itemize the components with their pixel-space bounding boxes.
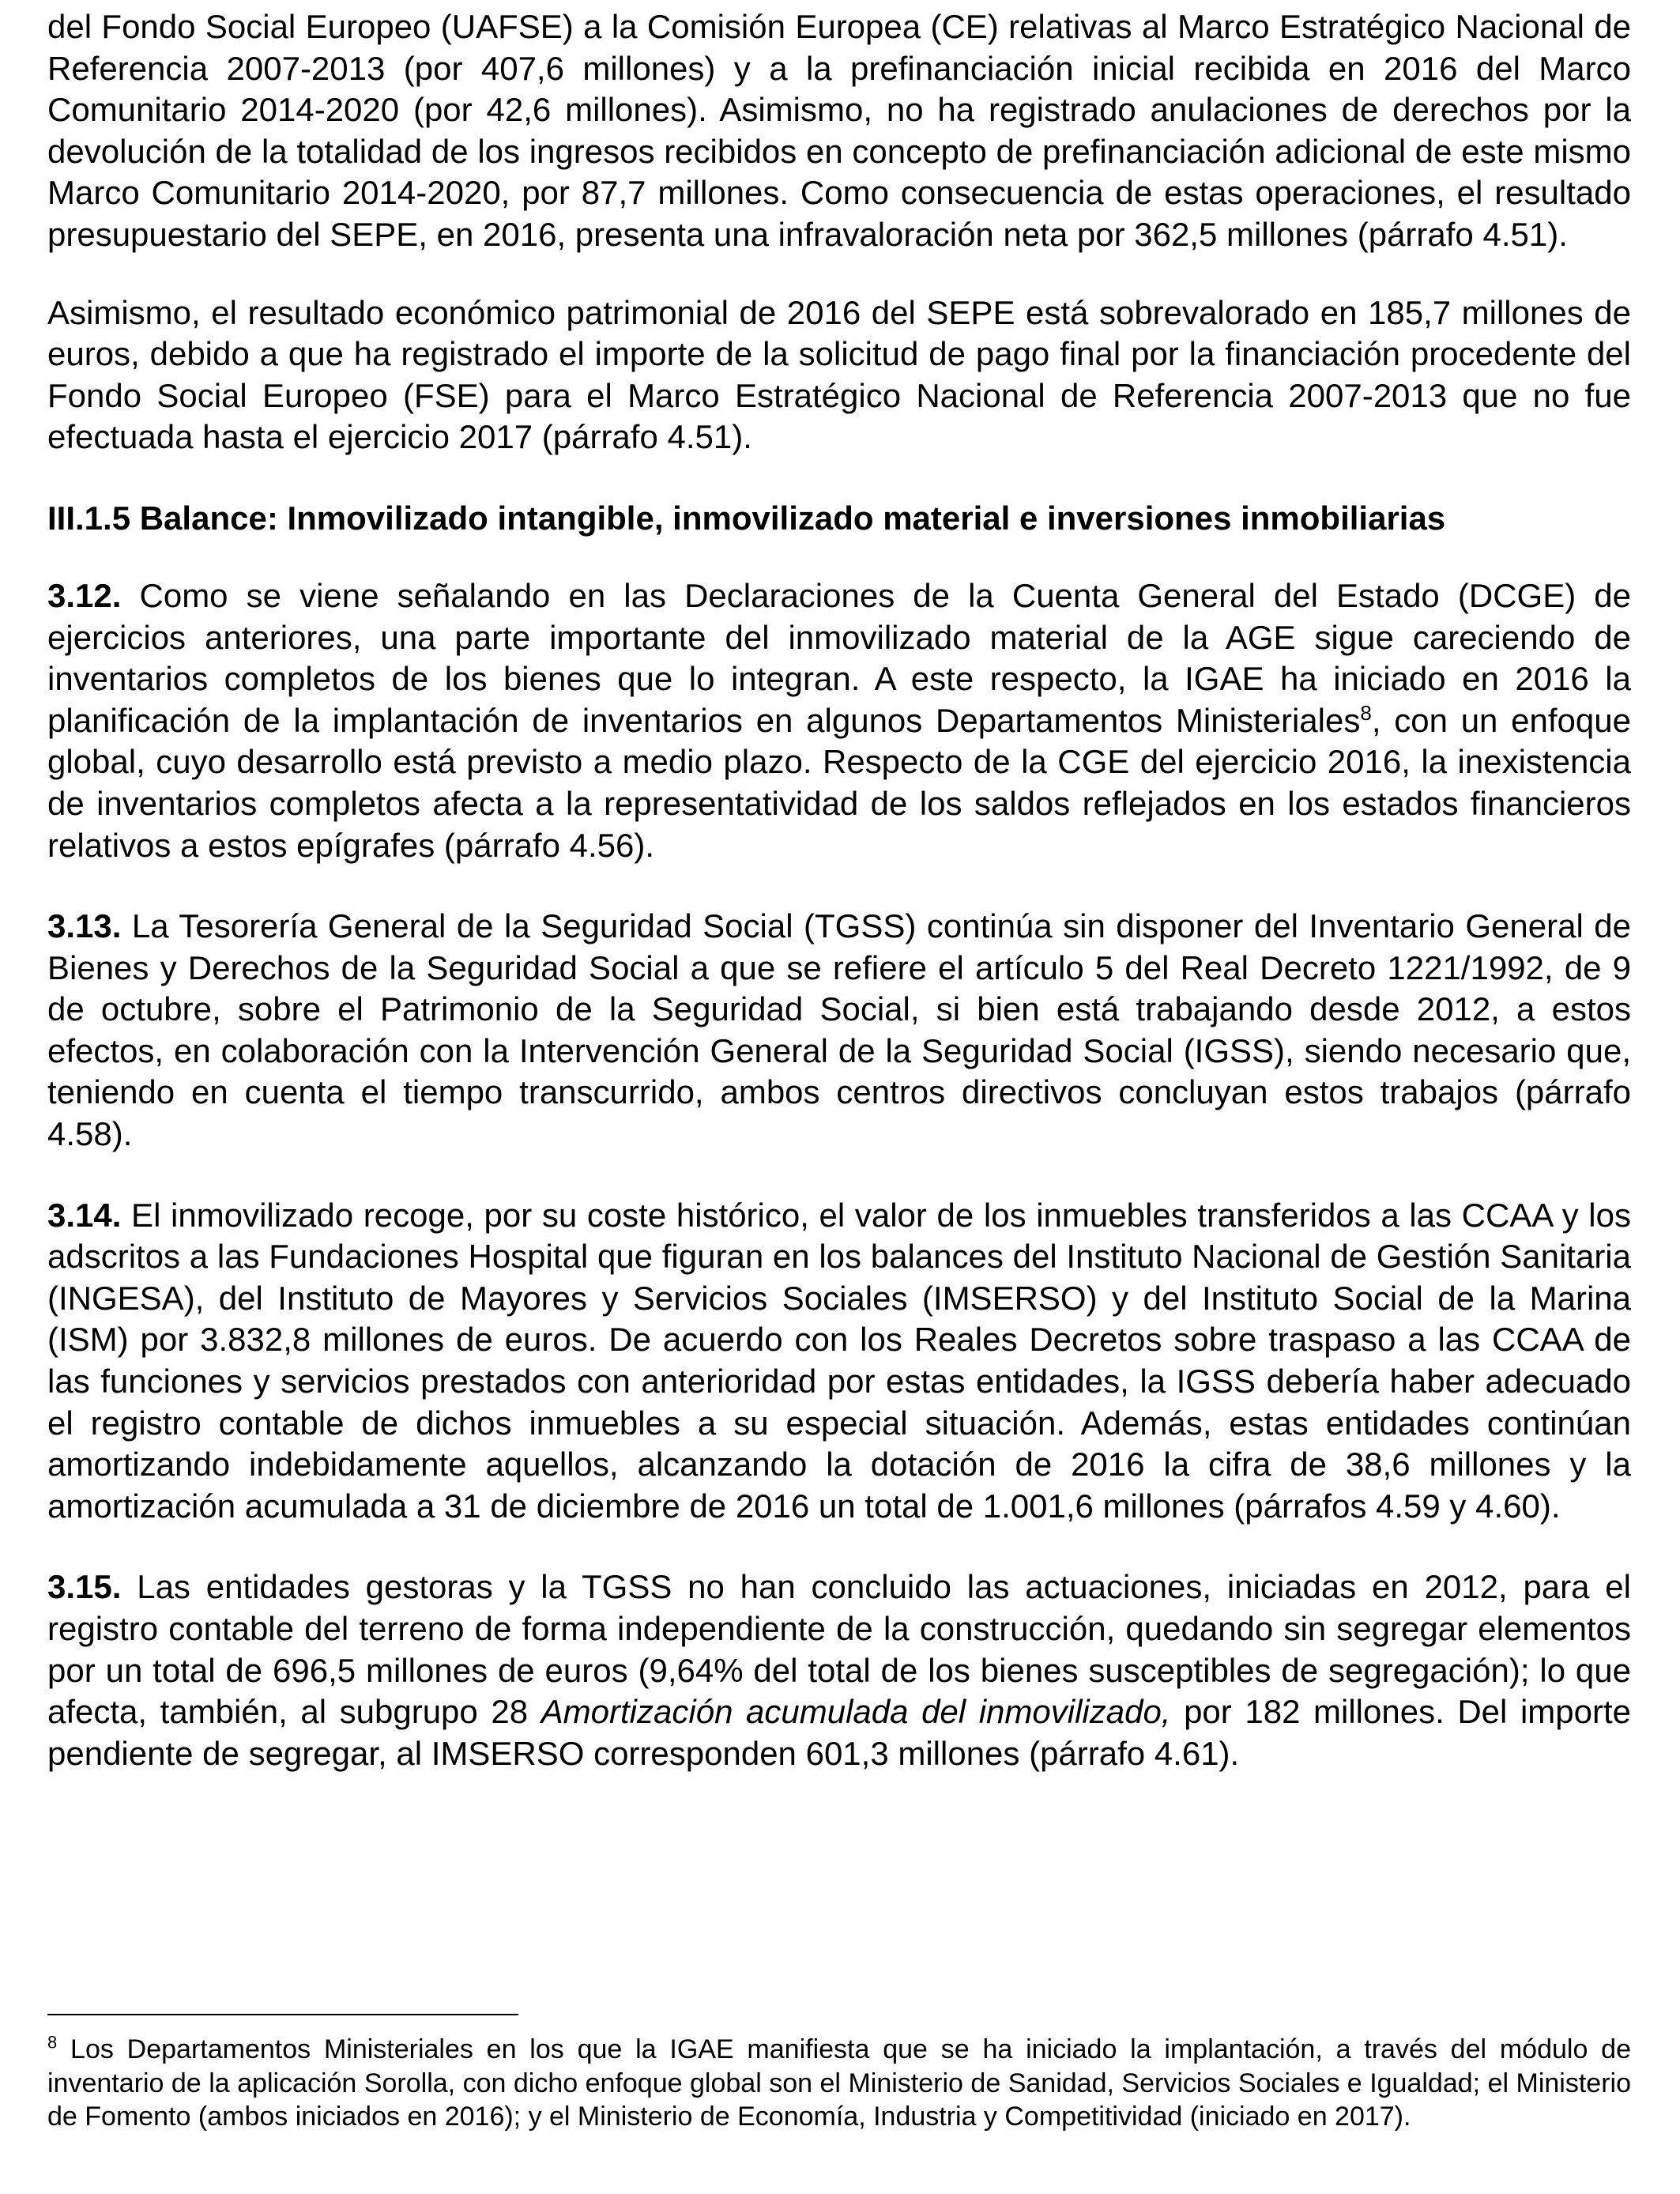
- paragraph-text: del Fondo Social Europeo (UAFSE) a la Comisión Europea (CE) relativas al Marco Estratégico Nacional de Referencia 2007-2013 (por 407,6 millones) y a la prefinanciación inicial recibida en 2016 del Marco Comunitario 2014-2020 (por 42,6 millones). Asimismo, no ha registrado anulaciones de derechos por la devolución de la totalidad de los ingresos recibidos en concepto de prefinanciación adicional de este mismo Marco Comunitario 2014-2020, por 87,7 millones. Como consecuencia de estas operaciones, el resultado presupuestario del SEPE, en 2016, presenta una infravaloración neta por 362,5 millones (párrafo 4.51).: [47, 8, 1631, 253]
- footnote-text: Los Departamentos Ministeriales en los que la IGAE manifiesta que se ha iniciado la implantación, a través del módulo de inventario de la aplicación Sorolla, con dicho enfoque global son el Ministerio de Sanidad, Servicios Sociales e Igualdad; el Ministerio de Fomento (ambos iniciados en 2016); y el Ministerio de Economía, Industria y Competitividad (iniciado en 2017).: [47, 2034, 1631, 2132]
- paragraph-text: Las entidades gestoras y la TGSS no han concluido las actuaciones, iniciadas en 2012, para el registro contable del terreno de forma independiente de la construcción, quedando sin segregar elementos por un total de 696,5 millones de euros (9,64% del total de los bienes susceptibles de segregación); lo que afecta, también, al subgrupo 28: [47, 1568, 1631, 1731]
- section-heading: [47, 498, 1631, 539]
- paragraph-text-continued: , con un enfoque global, cuyo desarrollo está previsto a medio plazo. Respecto de la CGE del ejercicio 2016, la inexistencia de inventarios completos afecta a la representatividad de los saldos reflejados en los estados financieros relativos a estos epígrafes (párrafo 4.56).: [47, 701, 1631, 864]
- italic-term: Amortización acumulada del inmovilizado,: [541, 1693, 1171, 1731]
- heading-text: III.1.5 Balance: Inmovilizado intangible, inmovilizado material e inversiones inmobiliarias: [47, 499, 1446, 537]
- paragraph-text-continued: por 182 millones. Del importe pendiente de segregar, al IMSERSO corresponden 601,3 millones (párrafo 4.61).: [47, 1693, 1632, 1772]
- paragraph-text: Asimismo, el resultado económico patrimonial de 2016 del SEPE está sobrevalorado en 185,7 millones de euros, debido a que ha registrado el importe de la solicitud de pago final por la financiación procedente del Fondo Social Europeo (FSE) para el Marco Estratégico Nacional de Referencia 2007-2013 que no fue efectuada hasta el ejercicio 2017 (párrafo 4.51).: [47, 293, 1631, 456]
- paragraph-text: El inmovilizado recoge, por su coste histórico, el valor de los inmuebles transferidos a las CCAA y los adscritos a las Fundaciones Hospital que figuran en los balances del Instituto Nacional de Gestión Sanitaria (INGESA), del Instituto de Mayores y Servicios Sociales (IMSERSO) y del Instituto Social de la Marina (ISM) por 3.832,8 millones de euros. De acuerdo con los Reales Decretos sobre traspaso a las CCAA de las funciones y servicios prestados con anterioridad por estas entidades, la IGSS debería haber adecuado el registro contable de dichos inmuebles a su especial situación. Además, estas entidades continúan amortizando indebidamente aquellos, alcanzando la dotación de 2016 la cifra de 38,6 millones y la amortización acumulada a 31 de diciembre de 2016 un total de 1.001,6 millones (párrafos 4.59 y 4.60).: [47, 1196, 1631, 1525]
- paragraph-number: 3.14.: [47, 1196, 122, 1234]
- paragraph-number: 3.13.: [47, 907, 122, 945]
- paragraph-number: 3.12.: [47, 576, 122, 614]
- paragraph-3-12: [47, 575, 1631, 866]
- footnote-reference[interactable]: 8: [1360, 700, 1372, 725]
- paragraph-3-14: [47, 1195, 1631, 1528]
- paragraph-text: Como se viene señalando en las Declaraciones de la Cuenta General del Estado (DCGE) de ejercicios anteriores, una parte importante del inmovilizado material de la AGE sigue careciendo de inventarios completos de los bienes que lo integran. A este respecto, la IGAE ha iniciado en 2016 la planificación de la implantación de inventarios en algunos Departamentos Ministeriales: [47, 576, 1631, 739]
- paragraph-3-15: [47, 1566, 1631, 1774]
- paragraph-text: La Tesorería General de la Seguridad Social (TGSS) continúa sin disponer del Inventario General de Bienes y Derechos de la Seguridad Social a que se refiere el artículo 5 del Real Decreto 1221/1992, de 9 de octubre, sobre el Patrimonio de la Seguridad Social, si bien está trabajando desde 2012, a estos efectos, en colaboración con la Intervención General de la Seguridad Social (IGSS), siendo necesario que, teniendo en cuenta el tiempo transcurrido, ambos centros directivos concluyan estos trabajos (párrafo 4.58).: [47, 907, 1631, 1153]
- footnote-separator: [47, 2014, 518, 2015]
- paragraph-3-13: [47, 906, 1631, 1155]
- paragraph-sepe-budget-result: [47, 6, 1631, 256]
- paragraph-number: 3.15.: [47, 1568, 122, 1606]
- document-page: [47, 6, 1631, 1814]
- paragraph-sepe-economic-result: [47, 292, 1631, 458]
- footnote: [47, 2033, 1631, 2134]
- footnote-mark: 8: [47, 2032, 58, 2053]
